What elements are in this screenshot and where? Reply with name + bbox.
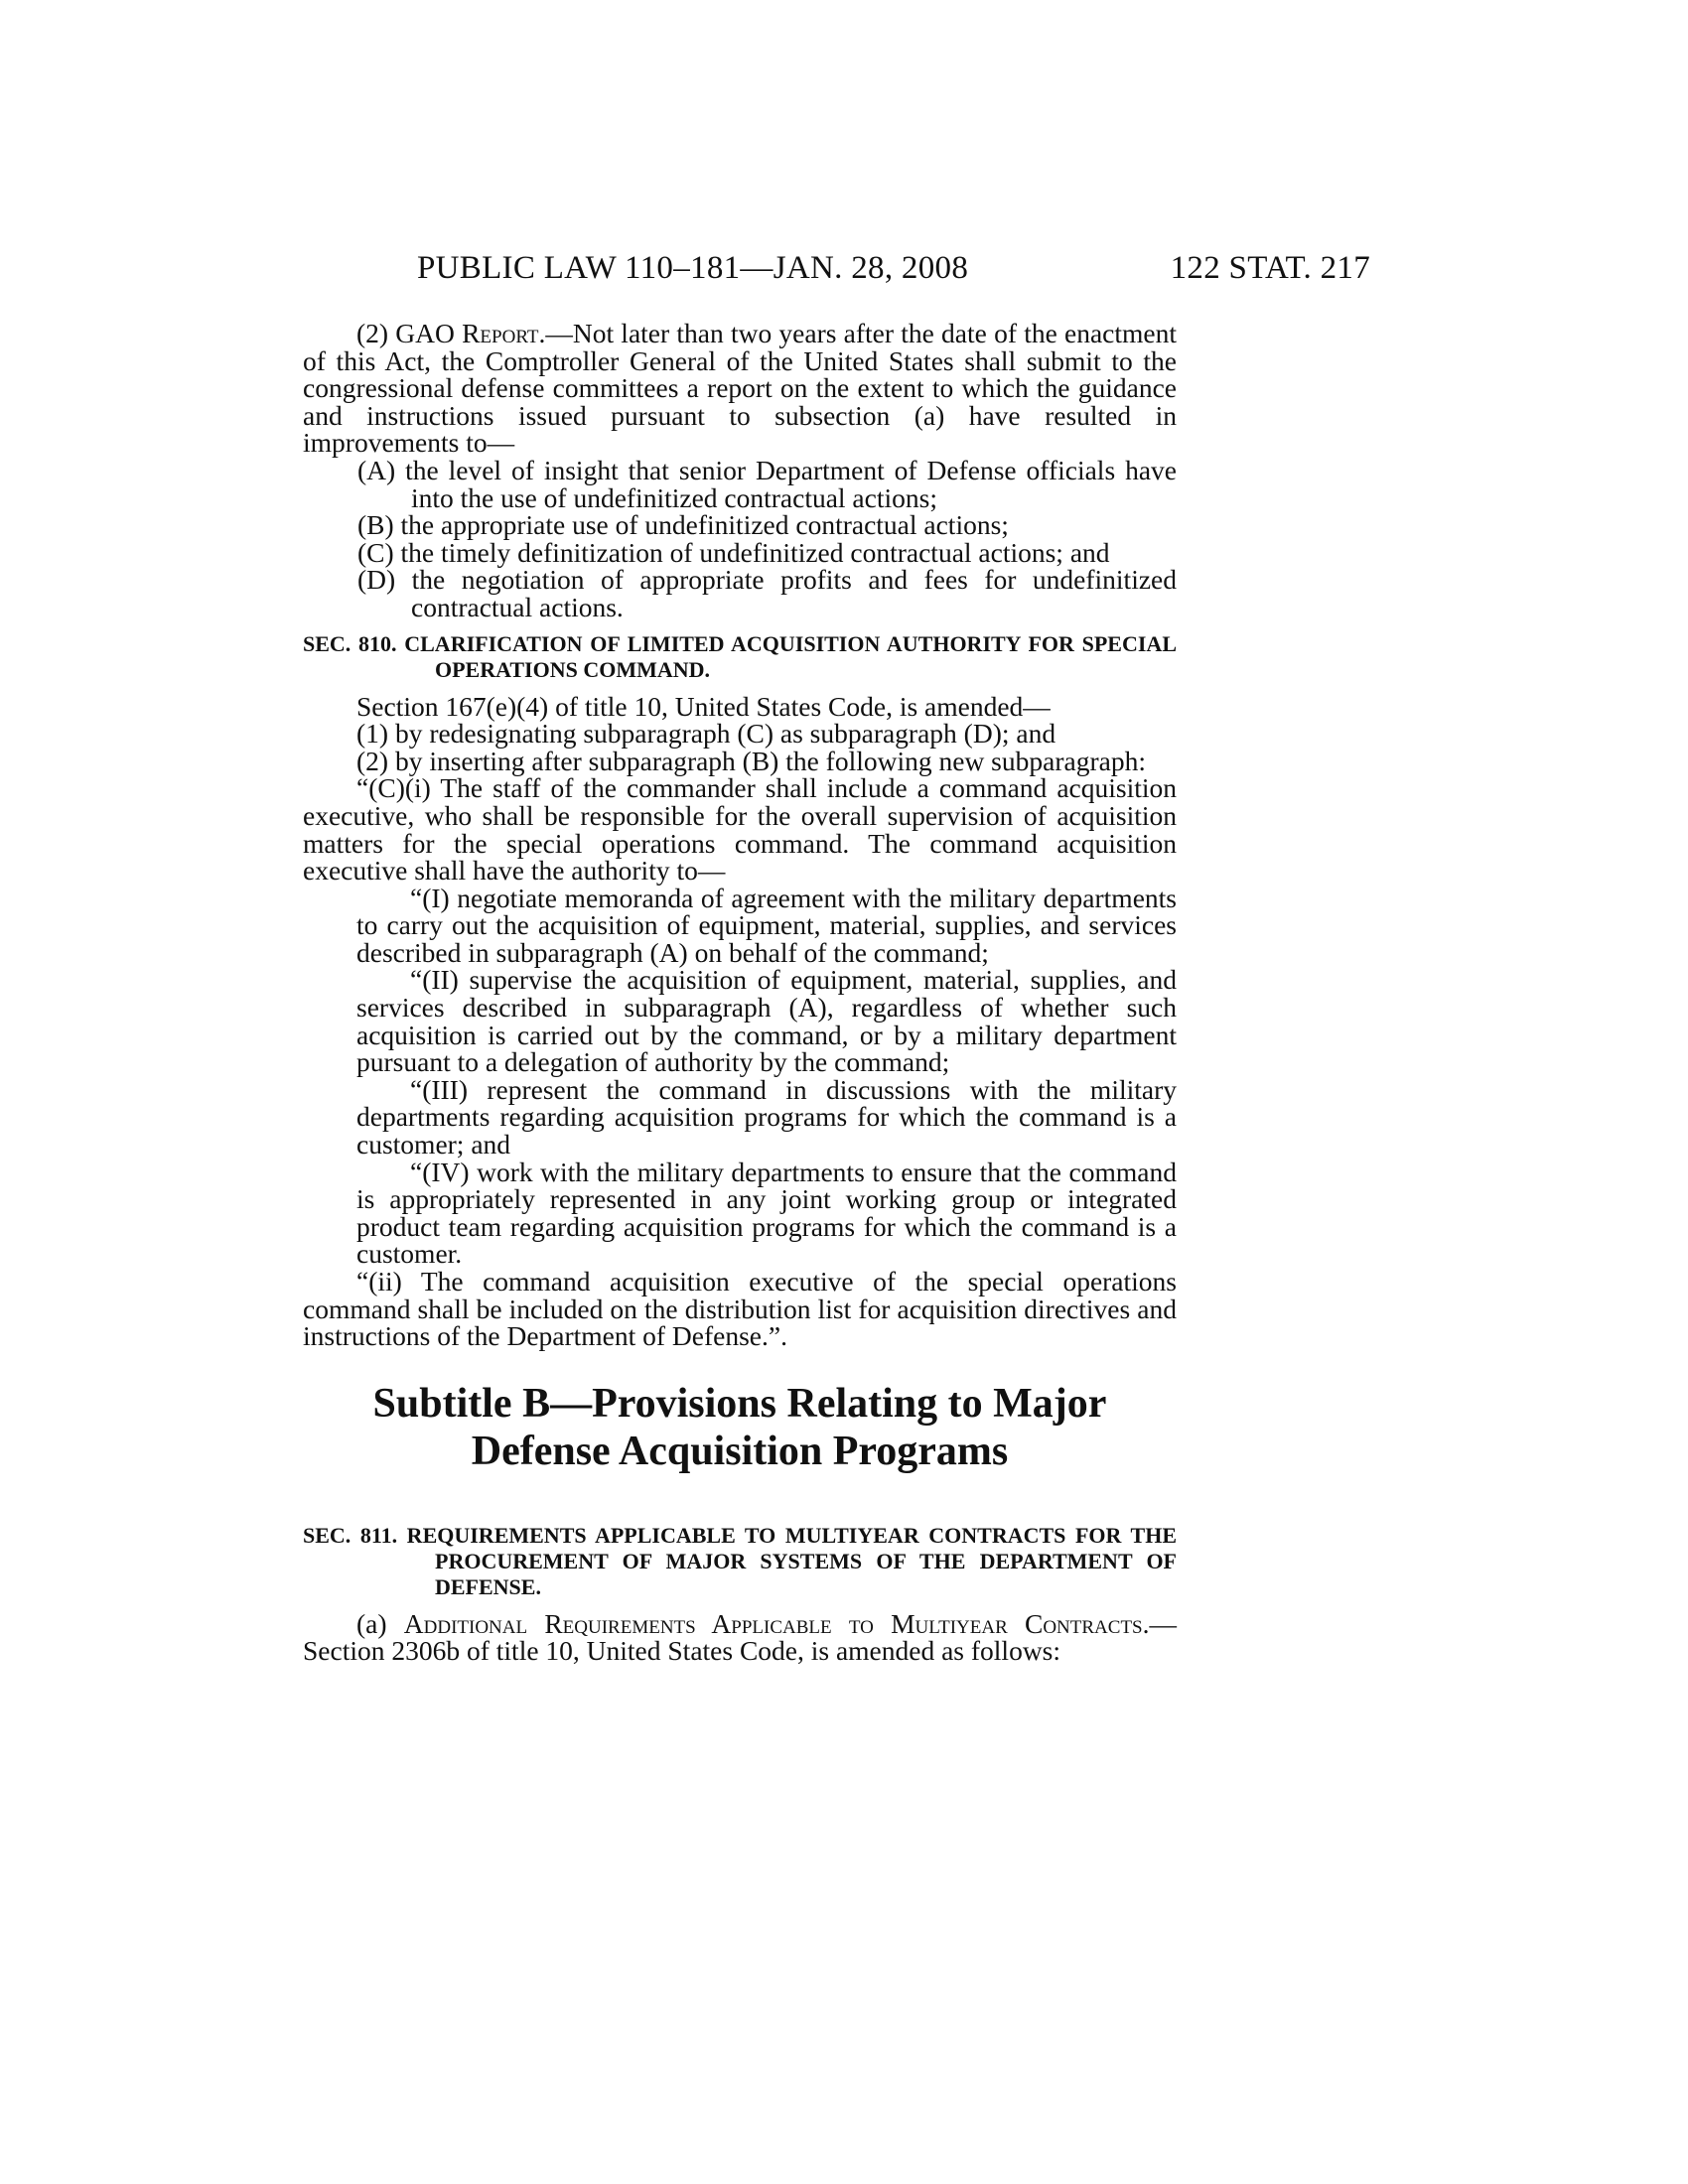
subsection-a-number: (a) — [356, 1607, 404, 1639]
quoted-subparagraph-c-i — [303, 772, 1177, 887]
sec-811-subsection-a — [303, 1607, 1178, 1667]
sec-811-heading: SEC. 811. REQUIREMENTS APPLICABLE TO MULTIYEAR CONTRACTS FOR THE PROCUREMENT OF MAJOR SYSTEMS OF THE DEPARTMENT OF DEFENSE. — [303, 1522, 1177, 1599]
gao-item-d: (D) the negotiation of appropriate profits and fees for undefinitized contractual actions. — [357, 564, 1177, 622]
sec-810-item-2: (2) by inserting after subparagraph (B) the following new subparagraph: — [356, 745, 1146, 776]
subtitle-line-2: Defense Acquisition Programs — [471, 1428, 1009, 1474]
gao-report-heading: Report — [462, 318, 539, 348]
sec-810-heading: SEC. 810. CLARIFICATION OF LIMITED ACQUISITION AUTHORITY FOR SPECIAL OPERATIONS COMMAND. — [303, 630, 1177, 682]
sec-810-item-1: (1) by redesignating subparagraph (C) as subparagraph (D); and — [356, 718, 1056, 750]
quoted-subparagraph-c-ii: “(ii) The command acquisition executive of the special operations command shall be included on the distribution list for acquisition directives and instructions of the Department of Defense.”. — [303, 1266, 1177, 1352]
public-law-citation: PUBLIC LAW 110–181—JAN. 28, 2008 — [417, 250, 969, 286]
gao-item-c: (C) the timely definitization of undefinitized contractual actions; and — [357, 536, 1110, 568]
statute-page-number: 122 STAT. 217 — [1170, 250, 1370, 286]
gao-report-text: .—Not later than two years after the date of the enactment of this Act, the Comptroller General of the United States shall submit to the congressional defense committees a report on the extent to which the guidance and instructions issued pursuant to subsection (a) have resulted in improvements to— — [303, 318, 1177, 459]
running-header — [417, 248, 1370, 288]
gao-item-a: (A) the level of insight that senior Department of Defense officials have into the use of undefinitized contractual actions; — [357, 454, 1177, 513]
page-body — [303, 320, 1177, 1665]
gao-report-number: (2) GAO — [356, 318, 463, 348]
quoted-clause-i: “(I) negotiate memoranda of agreement with the military departments to carry out the acquisition of equipment, material, supplies, and services described in subparagraph (A) on behalf of the command; — [356, 882, 1177, 968]
quoted-clause-iii: “(III) represent the command in discussions with the military departments regarding acquisition programs for which the command is a customer; and — [356, 1073, 1177, 1160]
subsection-a-heading: Additional Requirements Applicable to Multiyear Contracts — [403, 1607, 1143, 1639]
sec-810-intro: Section 167(e)(4) of title 10, United States Code, is amended— — [356, 690, 1051, 722]
subtitle-b-heading — [303, 1380, 1177, 1475]
subsection-a-text: .—Section 2306b of title 10, United States Code, is amended as follows: — [303, 1607, 1178, 1667]
quoted-clause-iv: “(IV) work with the military departments to ensure that the command is appropriately represented in any joint working group or integrated product team regarding acquisition programs for which the command is a customer. — [356, 1156, 1177, 1270]
gao-item-b: (B) the appropriate use of undefinitized contractual actions; — [357, 509, 1009, 541]
quoted-subparagraph-c-i-text: “(C)(i) The staff of the commander shall include a command acquisition executive, who shall be responsible for the overall supervision of acquisition matters for the special operations command. The command acquisition executive shall have the authority to— — [303, 772, 1177, 887]
subtitle-line-1: Subtitle B—Provisions Relating to Major — [372, 1380, 1107, 1427]
quoted-clause-ii: “(II) supervise the acquisition of equipment, material, supplies, and services described in subparagraph (A), regardless of whether such acquisition is carried out by the command, or by a military department pursuant to a delegation of authority by the command; — [356, 964, 1177, 1078]
gao-report-paragraph — [303, 320, 1177, 457]
